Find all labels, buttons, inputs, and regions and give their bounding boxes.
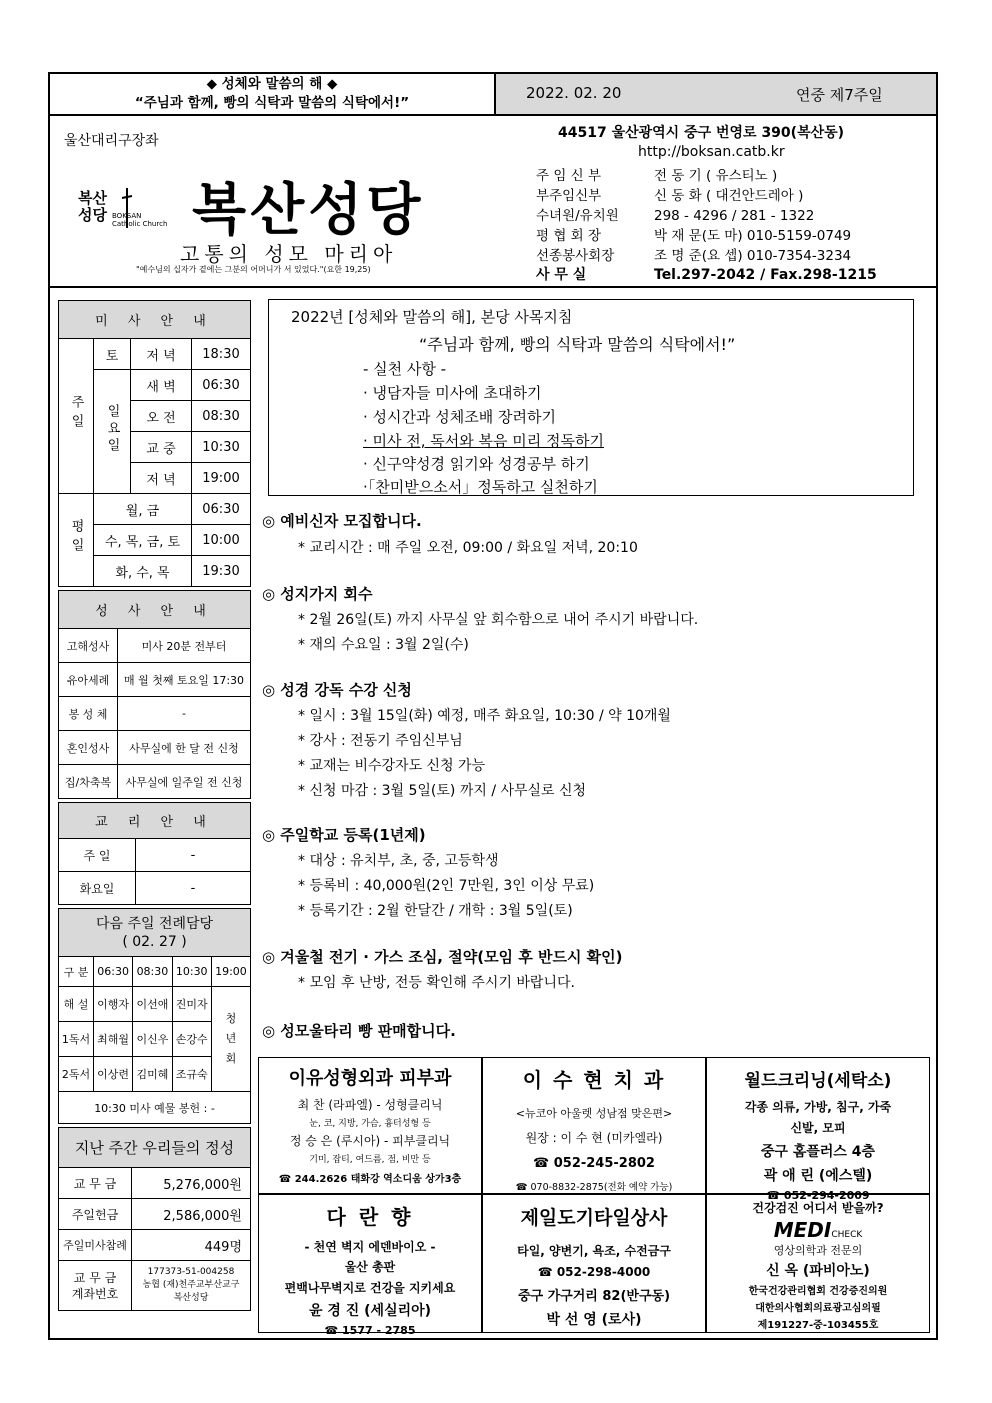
guideline-item: ·「찬미받으소서」정독하고 실천하기 <box>363 478 598 496</box>
ad-title: 이 수 현 치 과 <box>522 1068 666 1092</box>
ad-line: 원장 : 이 수 현 (미카엘라) <box>525 1131 663 1145</box>
sat-time: 18:30 <box>192 339 251 370</box>
notice-title: ◎ 예비신자 모집합니다. <box>262 512 422 530</box>
ad-line: 기미, 잡티, 여드름, 점, 비만 등 <box>309 1155 431 1165</box>
header-date-panel <box>496 74 936 114</box>
ad-cleaning <box>706 1057 930 1202</box>
notices <box>262 510 922 1041</box>
sun-label: 새 벽 <box>131 370 192 401</box>
diocese: 울산대리구장좌 <box>64 133 159 149</box>
ad-line: 울산 총판 <box>344 1260 396 1274</box>
logo-english: BOKSAN Catholic Church <box>112 212 168 228</box>
sunday-label: 주일 <box>59 339 94 494</box>
ad-wallpaper <box>258 1194 482 1337</box>
ad-line: - 천연 벽지 에덴바이오 - <box>304 1240 436 1254</box>
liturgy-cell: 조규숙 <box>172 1057 211 1092</box>
notice-line: * 교재는 비수강자도 신청 가능 <box>298 758 486 774</box>
masthead <box>48 114 938 288</box>
sat-day: 토 <box>94 339 131 370</box>
guideline-sub: - 실천 사항 - <box>363 360 447 378</box>
ad-line: 영상의학과 전문의 <box>773 1244 863 1257</box>
ad-line: 최 찬 (라파엘) - 성형클리닉 <box>297 1098 443 1112</box>
sacrament-key: 혼인성사 <box>59 731 118 765</box>
doctrine-value: - <box>136 872 251 905</box>
website-url[interactable]: http://boksan.catb.kr <box>638 144 785 160</box>
notice-line: * 등록비 : 40,000원(2인 7만원, 3인 이상 무료) <box>298 878 595 894</box>
doctrine-key: 주 일 <box>59 839 136 872</box>
patron-quote: "예수님의 십자가 곁에는 그분의 어머니가 서 있었다."(요한 19,25) <box>136 265 371 274</box>
sunday-sub: 일요일 <box>94 370 131 494</box>
liturgy-col: 10:30 <box>172 957 211 987</box>
staff-row: 수녀원/유치원 298 - 4296 / 281 - 1322 <box>536 208 815 224</box>
weekday-time: 19:30 <box>192 556 251 587</box>
ad-line: 중구 가구거리 82(반구동) <box>517 1289 671 1304</box>
liturgy-cell: 김미혜 <box>133 1057 172 1092</box>
notice-line: * 등록기간 : 2월 한달간 / 개학 : 3월 5일(토) <box>298 903 573 919</box>
liturgy-title: 다음 주일 전례담당 <box>95 915 214 932</box>
liturgy-note: 10:30 미사 예물 봉헌 : - <box>59 1092 251 1124</box>
guideline-title: 2022년 [성체와 말씀의 해], 본당 사목지침 <box>291 308 573 326</box>
ad-line: 편백나무벽지로 건강을 지키세요 <box>284 1281 456 1295</box>
sacrament-value: 미사 20분 전부터 <box>118 629 251 663</box>
medicheck-logo <box>707 1218 929 1242</box>
liturgy-col: 06:30 <box>93 957 132 987</box>
staff-row: 평 협 회 장 박 재 문(도 마) 010-5159-0749 <box>536 228 852 244</box>
sat-time-label: 저 녁 <box>131 339 192 370</box>
notice-line: * 신청 마감 : 3월 5일(토) 까지 / 사무실로 신청 <box>298 783 587 799</box>
ad-line: 정 승 은 (루시아) - 피부클리닉 <box>289 1134 451 1148</box>
sidebar <box>58 300 251 1311</box>
notice-item <box>262 824 922 946</box>
ad-title: 다 란 향 <box>326 1205 414 1229</box>
notice-item <box>262 1020 922 1041</box>
patron: 고통의 성모 마리아 <box>180 242 398 266</box>
sacrament-value: 매 월 첫째 토요일 17:30 <box>118 663 251 697</box>
liturgy-cell: 해 설 <box>59 987 94 1022</box>
staff-row: 주 임 신 부 전 동 기 ( 유스티노 ) <box>536 168 778 184</box>
logo-text: MEDI <box>773 1218 832 1242</box>
ad-line: <뉴코아 아울렛 성남점 맞은편> <box>515 1107 673 1120</box>
sacrament-key: 집/차축복 <box>59 765 118 799</box>
liturgy-cell: 이선애 <box>133 987 172 1022</box>
ad-plastic-surgery <box>258 1057 482 1194</box>
liturgy-col: 19:00 <box>211 957 250 987</box>
guideline-slogan: “주님과 함께, 빵의 식탁과 말씀의 식탁에서!” <box>419 335 736 354</box>
offering-title: 지난 주간 우리들의 정성 <box>59 1128 251 1168</box>
ad-title: 제일도기타일상사 <box>520 1207 668 1229</box>
notice-line: * 일시 : 3월 15일(화) 예정, 매주 화요일, 10:30 / 약 10개월 <box>298 708 671 724</box>
mass-title: 미 사 안 내 <box>59 301 251 339</box>
ad-line: 제191227-중-103455호 <box>757 1320 879 1331</box>
notice-item <box>262 679 922 824</box>
liturgy-cell: 최해월 <box>93 1022 132 1057</box>
liturgy-cell: 2독서 <box>59 1057 94 1092</box>
ad-line: ☎ 244.2626 태화강 역소디움 상가3층 <box>278 1174 462 1185</box>
liturgy-cell: 손강수 <box>172 1022 211 1057</box>
notice-item <box>262 510 922 583</box>
notice-item <box>262 583 922 679</box>
liturgical-week: 연중 제7주일 <box>796 86 883 104</box>
ad-line: 각종 의류, 가방, 침구, 가죽 <box>744 1100 892 1114</box>
parish-name: 복산성당 <box>192 178 425 243</box>
ad-dental <box>482 1057 706 1194</box>
notice-line: * 강사 : 전동기 주임신부님 <box>298 733 463 749</box>
offering-value: 2,586,000원 <box>132 1199 251 1230</box>
notice-item <box>262 946 922 1020</box>
liturgy-cell: 이행자 <box>93 987 132 1022</box>
ad-title: 월드크리닝(세탁소) <box>744 1071 892 1091</box>
notice-line: * 교리시간 : 매 주일 오전, 09:00 / 화요일 저녁, 20:10 <box>298 540 638 556</box>
sacrament-title: 성 사 안 내 <box>59 591 251 629</box>
doctrine-key: 화요일 <box>59 872 136 905</box>
offering-value: 449명 <box>132 1230 251 1261</box>
ad-tile <box>482 1194 706 1333</box>
sacrament-key: 유아세례 <box>59 663 118 697</box>
issue-date: 2022. 02. 20 <box>526 84 622 102</box>
weekday-days: 화, 수, 목 <box>94 556 192 587</box>
ad-line: 윤 경 진 (세실리아) <box>308 1303 432 1319</box>
weekday-time: 06:30 <box>192 494 251 525</box>
notice-title: ◎ 성경 강독 수강 신청 <box>262 681 412 699</box>
ad-title: 건강검진 어디서 받을까? <box>752 1201 884 1215</box>
weekday-time: 10:00 <box>192 525 251 556</box>
ad-line: 눈, 코, 지방, 가슴, 흉터성형 등 <box>309 1119 431 1129</box>
notice-title: ◎ 겨울철 전기 · 가스 조심, 절약(모임 후 반드시 확인) <box>262 948 623 966</box>
address: 44517 울산광역시 중구 번영로 390(복산동) <box>558 125 845 141</box>
sacrament-value: - <box>118 697 251 731</box>
liturgy-table <box>58 908 251 1124</box>
account-number: 177373-51-004258 농협 (재)천주교부산교구 복산성당 <box>132 1261 251 1311</box>
notice-title: ◎ 주일학교 등록(1년제) <box>262 826 426 844</box>
sun-time: 19:00 <box>192 463 251 494</box>
liturgy-cell: 이상련 <box>93 1057 132 1092</box>
guideline-box <box>268 299 914 496</box>
offering-key: 주일미사참례 <box>59 1230 132 1261</box>
sacrament-value: 사무실에 일주일 전 신청 <box>118 765 251 799</box>
liturgy-cell: 이신우 <box>133 1022 172 1057</box>
ad-line: ☎ 052-294-2009 <box>766 1189 870 1202</box>
logo-small: 복산 성당 <box>78 189 107 224</box>
notice-title: ◎ 성모울타리 빵 판매합니다. <box>262 1022 456 1040</box>
sacrament-key: 고해성사 <box>59 629 118 663</box>
liturgy-date: ( 02. 27 ) <box>122 933 187 950</box>
notice-line: * 2월 26일(토) 까지 사무실 앞 회수함으로 내어 주시기 바랍니다. <box>298 612 699 628</box>
sun-time: 08:30 <box>192 401 251 432</box>
liturgy-col: 08:30 <box>133 957 172 987</box>
doctrine-table <box>58 802 251 905</box>
ad-line: 타일, 양변기, 욕조, 수전금구 <box>517 1244 671 1258</box>
sun-time: 06:30 <box>192 370 251 401</box>
liturgy-youth: 청 년 회 <box>211 987 250 1092</box>
sun-label: 오 전 <box>131 401 192 432</box>
weekday-days: 월, 금 <box>94 494 192 525</box>
offering-value: 5,276,000원 <box>132 1168 251 1199</box>
slogan: “주님과 함께, 빵의 식탁과 말씀의 식탁에서!” <box>134 95 410 111</box>
weekday-label: 평일 <box>59 494 94 587</box>
offering-key: 교 무 금 <box>59 1168 132 1199</box>
ad-line: 신발, 모피 <box>790 1121 846 1135</box>
guideline-item: · 성시간과 성체조배 장려하기 <box>363 408 556 426</box>
sacrament-key: 봉 성 체 <box>59 697 118 731</box>
ad-line: 곽 애 린 (에스텔) <box>763 1168 873 1184</box>
staff-row: 사 무 실 Tel.297-2042 / Fax.298-1215 <box>536 267 877 283</box>
ad-line: ☎ 1577 - 2785 <box>324 1324 416 1337</box>
ad-line: 중구 홈플러스 4층 <box>760 1144 876 1160</box>
ad-line: 박 선 영 (로사) <box>546 1312 642 1328</box>
ad-line: 신 옥 (파비아노) <box>766 1263 870 1279</box>
ad-line: ☎ 052-298-4000 <box>537 1265 651 1279</box>
ad-line: ☎ 070-8832-2875(전화 예약 가능) <box>515 1182 673 1193</box>
ad-line: ☎ 052-245-2802 <box>533 1156 655 1171</box>
ad-line: 대한의사협회의료광고심의필 <box>755 1303 881 1314</box>
staff-row: 부주임신부 신 동 화 ( 대건안드레아 ) <box>536 188 804 204</box>
ad-medicheck <box>706 1194 930 1333</box>
staff-list <box>536 164 896 284</box>
guideline-item: · 미사 전, 독서와 복음 미리 정독하기 <box>363 432 605 450</box>
staff-row: 선종봉사회장 조 명 준(요 셉) 010-7354-3234 <box>536 248 852 264</box>
liturgy-cell: 진미자 <box>172 987 211 1022</box>
offering-key: 주일헌금 <box>59 1199 132 1230</box>
header-strip <box>48 72 938 116</box>
notice-line: * 대상 : 유치부, 초, 중, 고등학생 <box>298 853 499 869</box>
sun-label: 교 중 <box>131 432 192 463</box>
doctrine-value: - <box>136 839 251 872</box>
guideline-item: · 신구약성경 읽기와 성경공부 하기 <box>363 455 590 473</box>
header-theme <box>50 74 496 114</box>
theme-line: ◆ 성체와 말씀의 해 ◆ <box>206 76 338 92</box>
sacrament-value: 사무실에 한 달 전 신청 <box>118 731 251 765</box>
notice-line: * 재의 수요일 : 3월 2일(수) <box>298 637 469 653</box>
mass-table <box>58 300 251 587</box>
liturgy-header <box>59 909 251 957</box>
liturgy-cell: 1독서 <box>59 1022 94 1057</box>
doctrine-title: 교 리 안 내 <box>59 803 251 839</box>
guideline-item: · 냉담자들 미사에 초대하기 <box>363 384 542 402</box>
notice-line: * 모임 후 난방, 전등 확인해 주시기 바랍니다. <box>298 975 575 991</box>
sacrament-table <box>58 590 251 799</box>
weekday-days: 수, 목, 금, 토 <box>94 525 192 556</box>
liturgy-col: 구 분 <box>59 957 94 987</box>
offering-table <box>58 1127 251 1311</box>
ad-title: 이유성형외과 피부과 <box>288 1068 452 1089</box>
sun-label: 저 녁 <box>131 463 192 494</box>
logo-sub: CHECK <box>831 1230 863 1240</box>
ad-line: 한국건강관리협회 건강증진의원 <box>748 1286 888 1297</box>
account-label: 교 무 금 계좌번호 <box>59 1261 132 1311</box>
sun-time: 10:30 <box>192 432 251 463</box>
notice-title: ◎ 성지가지 회수 <box>262 585 373 603</box>
